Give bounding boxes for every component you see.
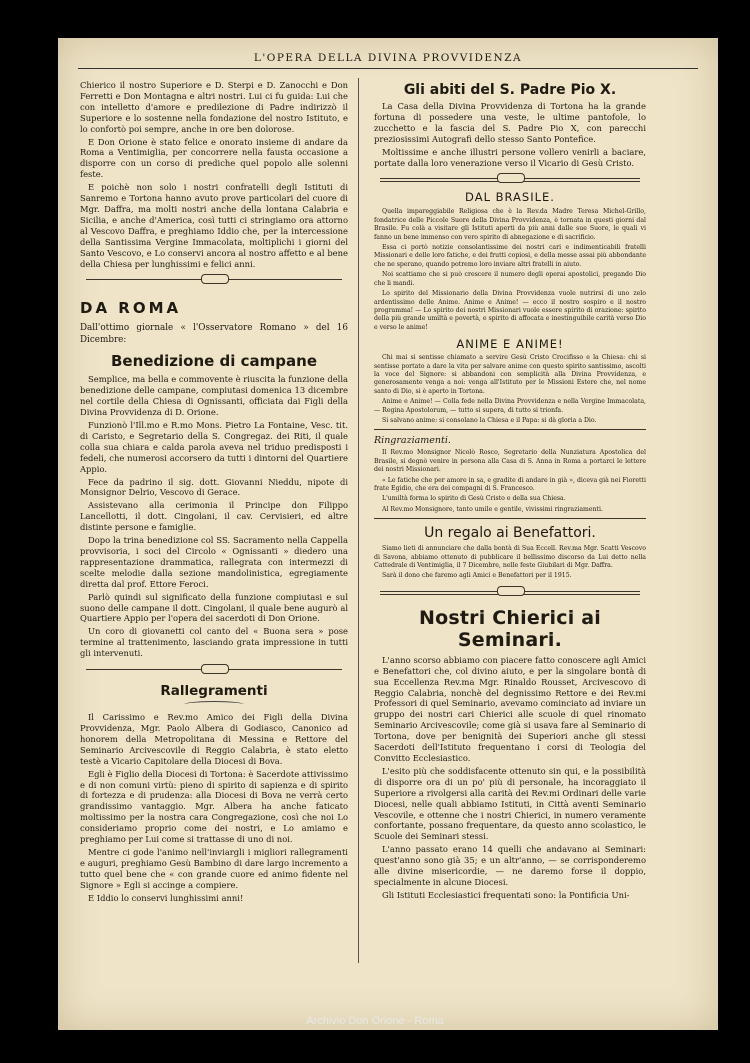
- article-paragraph: Parlò quindi sul significato della funzione compiutasi e sul suono delle campane il dott. Cingolani, il quale bene augurò al Quartiere Appio per l'opera dei sacerdoti di Don Orione.: [80, 591, 348, 624]
- article-paragraph: Moltissime e anche illustri persone vollero venirli a baciare, portate dalla loro venerazione verso il Vicario di Gesù Cristo.: [374, 146, 646, 168]
- article-paragraph: Mentre ci gode l'animo nell'inviargli i migliori rallegramenti e auguri, preghiamo Gesù Bambino di dare largo incremento a tutto quel bene che « con grande cuore ed animo fidente nel Signore » Egli si accinge a compiere.: [80, 846, 348, 890]
- article-paragraph: Lo spirito del Missionario della Divina Provvidenza vuole nutrirsi di uno zelo ardentissimo delle Anime. Anime e Anime! — ecco il nostro sospiro e il nostro programma! — Lo spirito dei nostri Missionari vuole essere spirito di orazione: spirito della più grande umiltà e povertà, e spirito di affocata e inestinguibile carità verso Dio e verso le anime!: [374, 290, 646, 331]
- article-paragraph: L'anno scorso abbiamo con piacere fatto conoscere agli Amici e Benefattori che, col divino aiuto, e per la singolare bontà di sua Eccellenza Rev.ma Mgr. Rinaldo Rousset, Arcivescovo di Reggio Calabria, nonchè del degnissimo Rettore e dei Rev.mi Professori di quel Seminario, avevamo cominciato ad inviare un gruppo dei nostri cari Chierici alle scuole di quel rinomato Seminario Arcivescovile; come già si usava fare al Seminario di Tortona, dove per benignità dei Superiori anche gli stessi Sacerdoti dell'Istituto frequentano i corsi di Teologia del Convitto Ecclesiastico.: [374, 654, 646, 763]
- article-paragraph: Funzionò l'Ill.mo e R.mo Mons. Pietro La Fontaine, Vesc. tit. di Caristo, e Segretario della S. Congregaz. dei Riti, il quale colla sua chiara e calda parola aveva nel triduo predisposti i fedeli, che numerosi accorsero da tutti i dintorni del Quartiere Appio.: [80, 420, 348, 474]
- article-paragraph: Fece da padrino il sig. dott. Giovanni Nieddu, nipote di Monsignor Delrio, Vescovo di Gerace.: [80, 476, 348, 498]
- article-paragraph: E Iddio lo conservi lunghissimi anni!: [88, 892, 244, 903]
- article-paragraph: L'umiltà forma lo spirito di Gesù Cristo e della sua Chiesa.: [382, 495, 566, 503]
- ornamental-divider: [80, 275, 348, 285]
- section-intro: Dall'ottimo giornale « l'Osservatore Romano » del 16 Dicembre:: [80, 323, 348, 345]
- article-title-ringraziamenti: Ringraziamenti.: [374, 435, 451, 447]
- article-paragraph: Egli è Figlio della Diocesi di Tortona: è Sacerdote attivissimo e di non comuni virtù: pieno di spirito di sapienza e di spirito di fortezza e di prudenza: alla Diocesi di Bova ne verrà certo grandissimo vantaggio. Mgr. Albera ha anche faticato moltissimo per la nostra cara Congregazione, così che noi Lo consideriamo proprio come dei nostri, e Lo amiamo e preghiamo per Lui come si trattasse di uno di noi.: [80, 768, 348, 845]
- article-paragraph: Gli Istituti Ecclesiastici frequentati sono: la Pontificia Uni-: [382, 889, 630, 900]
- article-title-regalo: Un regalo ai Benefattori.: [424, 525, 596, 542]
- article-paragraph: Si salvano anime: si consolano la Chiesa e il Papa: si dà gloria a Dio.: [382, 416, 597, 424]
- header-rule: [78, 68, 698, 69]
- article-paragraph: Semplice, ma bella e commovente è riuscita la funzione della benedizione delle campane, compiutasi domenica 13 dicembre nel cortile della Chiesa di Ognissanti, officiata dai Figli della Divina Provvidenza di D. Orione.: [80, 374, 348, 418]
- article-paragraph: E poichè non solo i nostri confratelli degli Istituti di Sanremo e Tortona hanno avuto prove particolari del cuore di Mgr. Daffra, ma molti nostri anche della lontana Calabria e Sicilia, e anche d'America, così tutti ci stringiamo ora attorno al Vescovo Daffra, e preghiamo Iddio che, per la intercessione della Santissima Vergine Immacolata, moltiplichi i giorni del Santo Vescovo, e Lo conservi ancora al nostro affetto e al bene della Chiesa per lunghissimi e felici anni.: [80, 182, 348, 269]
- article-paragraph: Chi mai si sentisse chiamato a servire Gesù Cristo Crocifisso e la Chiesa: chi si sentisse portato a dare la vita per salvare anime con questo spirito santissimo, ascolti la voce del Signore: si abbandoni con semplicità alla Divina Provvidenza, e generosamente venga a noi: venga all'Istituto per le Missioni Estere che, nel nome santo di Dio, si è aperto in Tortona.: [374, 354, 646, 395]
- article-title-brasile: DAL BRASILE.: [465, 190, 555, 205]
- article-paragraph: Anime e Anime! — Colla fede nella Divina Provvidenza e nella Vergine Immacolata, — Regina Apostolorum, — tutto si supera, di tutto si trionfa.: [374, 398, 646, 414]
- article-paragraph: L'anno passato erano 14 quelli che andavano ai Seminari: quest'anno sono già 35; e un altr'anno, — se corrisponderemo alle divine misericordie, — ne daremo forse il doppio, specialmente in alcune Diocesi.: [374, 844, 646, 887]
- ringraziamenti-body: [374, 449, 646, 514]
- article-title-anime: ANIME E ANIME!: [456, 337, 564, 352]
- article-paragraph: « Le fatiche che per amore in sa, e gradite di andare in già », diceva già nei Fioretti frate Egidio, che era dei compagni di S. Francesco.: [374, 476, 646, 492]
- article-paragraph: Un coro di giovanetti col canto del « Buona sera » pose termine al trattenimento, lasciando grata impressione in tutti gli intervenuti.: [80, 626, 348, 659]
- article-title-chierici: Nostri Chierici ai Seminari.: [419, 606, 601, 651]
- article-paragraph: Il Rev.mo Monsignor Nicolò Rosco, Segretario della Nunziatura Apostolica del Brasile, si degnò venire in persona alla Casa di S. Anna in Roma a portarci le lettere dei nostri Missionari.: [374, 449, 646, 474]
- ornamental-divider: [374, 587, 646, 597]
- newspaper-page: [58, 38, 718, 1030]
- section-rule: [374, 429, 646, 430]
- section-rule: [374, 518, 646, 519]
- article-paragraph: Assistevano alla cerimonia il Principe don Filippo Lancellotti, il dott. Cingolani, il cav. Cervisieri, ed altre distinte persone e famiglie.: [80, 500, 348, 533]
- title-flourish: [184, 701, 244, 708]
- article-paragraph: Siamo lieti di annunciare che dalla bontà di Sua Eccell. Rev.ma Mgr. Scatti Vescovo di Savona, abbiamo ottenuto di pubblicare il bellissimo discorso da Lui detto nella Cattedrale di Ventimiglia, il 7 Dicembre, nelle feste Giubilari di Mgr. Daffra.: [374, 545, 646, 570]
- article-paragraph: Chierico il nostro Superiore e D. Sterpi e D. Zanocchi e Don Ferretti e Don Montagna e altri nostri. Lui ci fu guida: Lui che con intelletto d'amore e predilezione di Padre indirizzò il Superiore e lo sostenne nella fondazione del nostro Istituto, e lo confortò poi sempre, anche in ore ben dolorose.: [80, 80, 348, 134]
- article-paragraph: La Casa della Divina Provvidenza di Tortona ha la grande fortuna di possedere una veste, le ultime pantofole, lo zucchetto e la fascia del S. Padre Pio X, con parecchi preziosissimi Autografi dello stesso Santo Pontefice.: [374, 101, 646, 144]
- article-paragraph: Quella impareggiabile Religiosa che è la Rev.da Madre Teresa Michel-Grillo, fondatrice delle Piccole Suore della Divina Provvidenza, è tornata in questi giorni dal Brasile. Fu colà a visitare gli Istituti aperti da più anni dalle sue Suore, le quali vi fanno un bene immenso con vero spirito di abnegazione e di sacrificio.: [374, 208, 646, 241]
- article-paragraph: Al Rev.mo Monsignore, tanto umile e gentile, vivissimi ringraziamenti.: [382, 505, 603, 513]
- article-paragraph: L'esito più che soddisfacente ottenuto sin qui, e la possibilità di disporre ora di un po' più di personale, ha incoraggiato il Superiore a rivolgersi alla carità dei Rev.mi Ordinari delle varie Diocesi, nelle quali abbiamo Istituti, in Città aventi Seminario Vescovile, e ottenne che i nostri Chierici, in numero veramente confortante, possano frequentare, da questo anno scolastico, le Scuole dei Seminari stessi.: [374, 765, 646, 842]
- article-paragraph: Il Carissimo e Rev.mo Amico dei Figli della Divina Provvidenza, Mgr. Paolo Albera di Godiasco, Canonico ad honorem della Metropolitana di Messina e Rettore del Seminario Arcivescovile di Reggio Calabria, è stato eletto testè a Vicario Capitolare della Diocesi di Bova.: [80, 712, 348, 766]
- article-title-benedizione: Benedizione di campane: [110, 352, 318, 371]
- left-column: [80, 80, 348, 905]
- article-paragraph: Essa ci portò notizie consolantissime dei nostri cari e indimenticabili fratelli Missionari e delle loro fatiche, e dei frutti copiosi, e della messe assai più abbondante che ne sperano, quando potremo loro inviare altri fratelli in aiuto.: [374, 244, 646, 268]
- running-head: L'OPERA DELLA DIVINA PROVVIDENZA: [253, 52, 523, 64]
- column-rule: [358, 78, 359, 963]
- ornamental-divider: [374, 174, 646, 184]
- anime-body: [374, 354, 646, 425]
- article-paragraph: Noi scattiamo che si può crescere il numero degli operai apostolici, pregando Dio che li mandi.: [374, 271, 646, 287]
- archive-caption: Archivio Don Orione - Roma: [306, 1015, 444, 1027]
- right-column: [374, 80, 646, 903]
- article-title-rallegramenti: Rallegramenti: [160, 683, 268, 700]
- ornamental-divider: [80, 665, 348, 675]
- article-paragraph: Sarà il dono che faremo agli Amici e Benefattori per il 1915.: [382, 572, 572, 580]
- article-title-abiti: Gli abiti del S. Padre Pio X.: [403, 82, 617, 98]
- article-paragraph: E Don Orione è stato felice e onorato insieme di andare da Roma a Ventimiglia, per concorrere nella fausta occasione a disporre con un corso di prediche quel popolo alle solenni feste.: [80, 136, 348, 180]
- section-title-da-roma: DA ROMA: [80, 299, 182, 318]
- brasile-body: [374, 208, 646, 332]
- regalo-body: [374, 545, 646, 581]
- article-paragraph: Dopo la trina benedizione col SS. Sacramento nella Cappella provvisoria, i soci del Circolo « Ognissanti » diedero una rappresentazione drammatica, rallegrata con intermezzi di scelte melodie dalla sezione mandolinistica, egregiamente diretta dal prof. Ettore Feroci.: [80, 535, 348, 589]
